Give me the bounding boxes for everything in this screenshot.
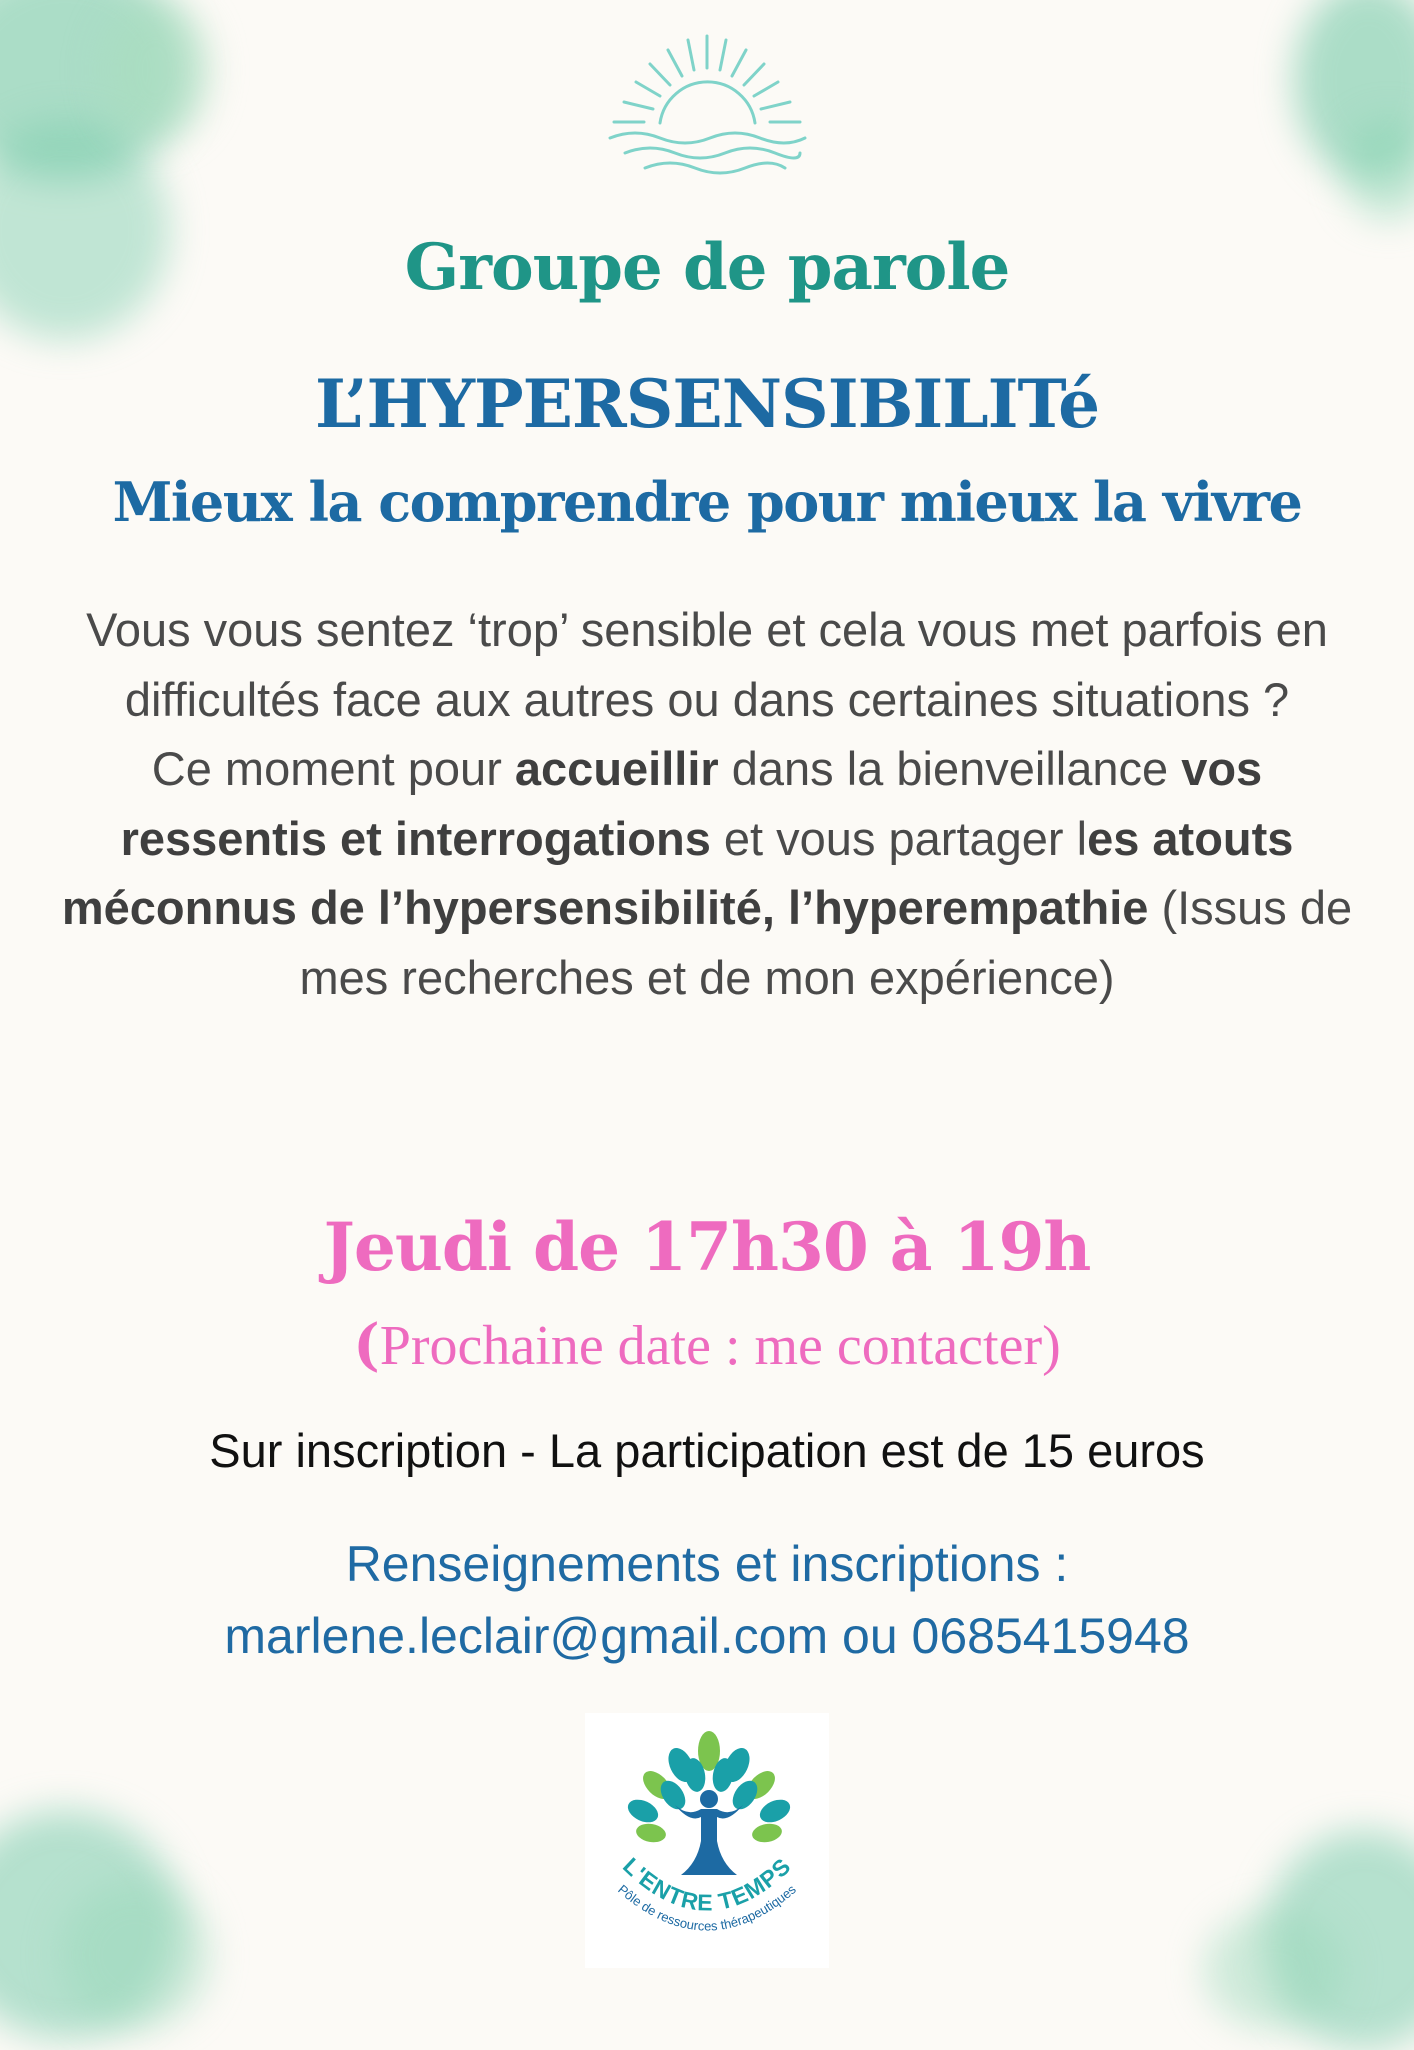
description xyxy=(50,595,1364,1012)
theme-title: L’HYPERSENSIBILITé xyxy=(314,365,1100,443)
group-title: Groupe de parole xyxy=(404,230,1010,305)
contact-details[interactable]: marlene.leclair@gmail.com ou 0685415948 xyxy=(224,1608,1190,1664)
bold-span: es atouts méconnus de l’hypersensibilité, l’hyperempathie xyxy=(61,811,1294,934)
subtitle: Mieux la comprendre pour mieux la vivre xyxy=(112,470,1302,534)
contact-label: Renseignements et inscriptions : xyxy=(345,1536,1069,1592)
bold-span: accueillir xyxy=(514,742,719,795)
bold-span: vos ressentis et interrogations xyxy=(120,742,1263,865)
main-paragraph xyxy=(50,734,1364,1012)
watercolor-decoration-top-left xyxy=(0,0,260,360)
text-span: (Issus de mes recherches et de mon expérience) xyxy=(299,881,1353,1004)
sun-over-water-icon xyxy=(600,28,815,183)
price-info: Sur inscription - La participation est de 15 euros xyxy=(209,1424,1205,1477)
paren-open: ( xyxy=(353,1312,380,1378)
tree-person-logo-icon xyxy=(585,1713,829,1968)
watercolor-decoration-top-right xyxy=(1254,0,1414,260)
logo-name: L'ENTRE TEMPS xyxy=(618,1852,796,1916)
next-date-text: Prochaine date : me contacter) xyxy=(379,1315,1061,1377)
watercolor-decoration-bottom-left xyxy=(0,1700,240,2000)
next-date-note xyxy=(0,1312,1414,1378)
logo xyxy=(585,1713,829,1968)
schedule-time: Jeudi de 17h30 à 19h xyxy=(323,1208,1091,1286)
text-span: Ce moment pour xyxy=(151,742,515,795)
intro-paragraph: Vous vous sentez ‘trop’ sensible et cela vous met parfois en difficultés face aux autres ou dans certaines situations ? xyxy=(86,603,1328,726)
logo-tagline: Pôle de ressources thérapeutiques xyxy=(615,1881,799,1934)
text-span: dans la bienveillance xyxy=(718,742,1182,795)
watercolor-decoration-bottom-right xyxy=(1194,1740,1414,2000)
text-span: et vous partager l xyxy=(710,811,1088,865)
